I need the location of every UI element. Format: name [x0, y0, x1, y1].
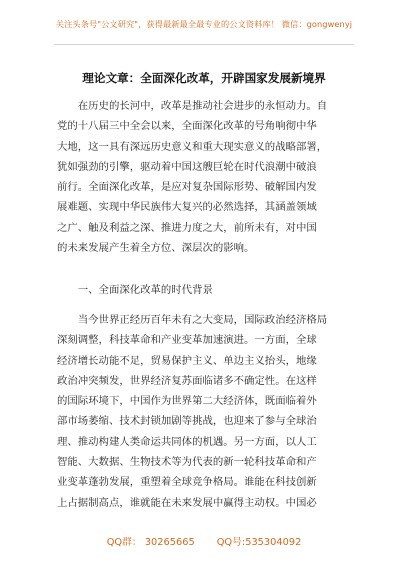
section-line: 部市场萎缩、技术封锁加剧等挑战，也迎来了参与全球治: [57, 415, 317, 428]
intro-line: 在历史的长河中，改革是推动社会进步的永恒动力。自: [57, 100, 328, 112]
intro-paragraph: [57, 96, 357, 258]
section-line: 上占据制高点，谁就能在未来发展中赢得主动权。中国必: [57, 496, 317, 509]
section-heading: [57, 280, 357, 300]
intro-line: 大地，这一具有深远历史意义和重大现实意义的战略部署，: [57, 140, 328, 153]
section-line: 业变革蓬勃发展，重塑着全球竞争格局。谁能在科技创新: [57, 476, 317, 489]
section-line: 理、推动构建人类命运共同体的机遇。另一方面，以人工: [57, 435, 317, 448]
section-line: 政治冲突频发，世界经济复苏面临诸多不确定性。在这样: [57, 374, 317, 387]
footer-qq-number: QQ号:535304092: [216, 537, 302, 548]
header-divider: [54, 44, 354, 45]
section-line: 经济增长动能不足，贸易保护主义、单边主义抬头，地缘: [57, 354, 317, 367]
intro-line: 的未来发展产生着全方位、深层次的影响。: [57, 242, 255, 255]
section-line: 智能、大数据、生物技术等为代表的新一轮科技革命和产: [57, 456, 317, 469]
footer-contact: [0, 534, 408, 548]
section-line: 当今世界正经历百年未有之大变局，国际政治经济格局: [57, 314, 328, 326]
document-title: 理论文章：全面深化改革，开辟国家发展新境界: [82, 71, 326, 85]
intro-line: 前行。全面深化改革，是应对复杂国际形势、破解国内发: [57, 181, 317, 194]
intro-line: 党的十八届三中全会以来，全面深化改革的号角响彻中华: [57, 120, 317, 133]
footer-qq-group: QQ群： 30265665: [106, 537, 195, 548]
section-heading-text: 一、全面深化改革的时代背景: [57, 284, 213, 296]
intro-line: 之广、触及利益之深、推进力度之大，前所未有，对中国: [57, 221, 317, 234]
header-banner: 关注头条号"公文研究"，获得最新最全最专业的公文资料库！ 微信：gongwenyj: [55, 19, 353, 29]
section-line: 的国际环境下，中国作为世界第二大经济体，既面临着外: [57, 395, 317, 408]
section-line: 深刻调整，科技革命和产业变革加速演进。一方面，全球: [57, 334, 317, 347]
intro-line: 展难题、实现中华民族伟大复兴的必然选择，其涵盖领域: [57, 201, 317, 214]
section-paragraph: [57, 310, 357, 513]
intro-line: 犹如强劲的引擎，驱动着中国这艘巨轮在时代浪潮中破浪: [57, 160, 317, 173]
